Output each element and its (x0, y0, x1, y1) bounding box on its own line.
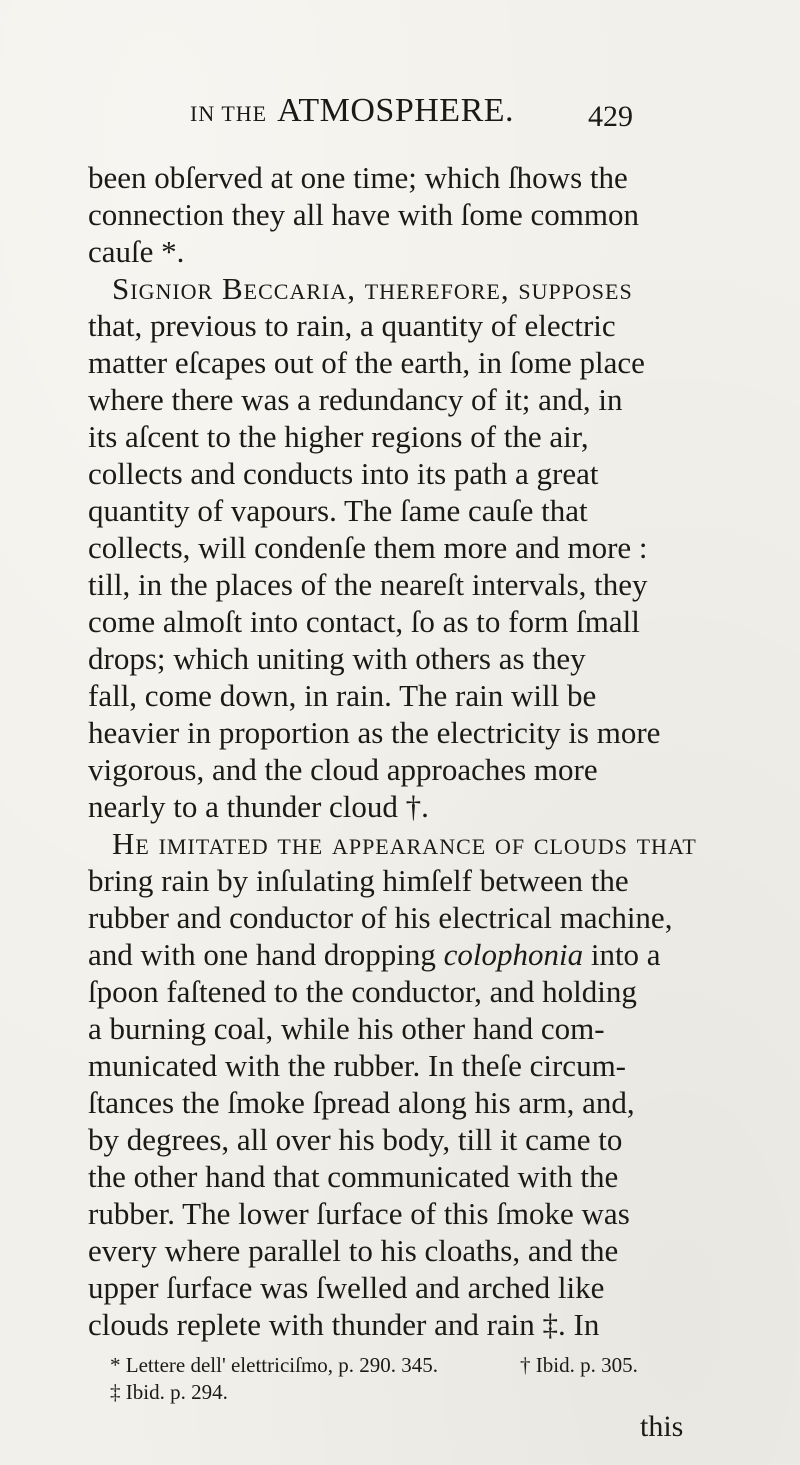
text-line: upper ſurface was ſwelled and arched like (88, 1270, 605, 1305)
text-line: He imitated the appearance of clouds that (112, 826, 697, 861)
text-line: ſpoon faſtened to the conductor, and holding (88, 974, 637, 1009)
text-line: cauſe *. (88, 234, 185, 269)
text-line: fall, come down, in rain. The rain will be (88, 678, 597, 713)
running-head (190, 92, 514, 130)
text-line: matter eſcapes out of the earth, in ſome place (88, 345, 645, 380)
text-line: vigorous, and the cloud approaches more (88, 752, 598, 787)
text-line: connection they all have with ſome common (88, 197, 639, 232)
page-header (0, 92, 800, 142)
text-line: rubber and conductor of his electrical machine, (88, 900, 673, 935)
text-line: collects, will condenſe them more and more : (88, 530, 648, 565)
italic-word: colophonia (443, 937, 584, 972)
text-line: that, previous to rain, a quantity of electric (88, 308, 616, 343)
text-line: rubber. The lower ſurface of this ſmoke was (88, 1196, 630, 1231)
text-line: clouds replete with thunder and rain ‡. In (88, 1307, 600, 1342)
page-number: 429 (588, 100, 633, 133)
text-line: by degrees, all over his body, till it came to (88, 1122, 623, 1157)
text-line: come almoſt into contact, ſo as to form ſmall (88, 604, 640, 639)
text-line: a burning coal, while his other hand com- (88, 1011, 605, 1046)
text-line: where there was a redundancy of it; and, in (88, 382, 623, 417)
running-head-title: ATMOSPHERE. (277, 92, 515, 129)
text-line: nearly to a thunder cloud †. (88, 789, 429, 824)
text-line: its aſcent to the higher regions of the air, (88, 419, 589, 454)
text-line: municated with the rubber. In theſe circum- (88, 1048, 627, 1083)
text-line: quantity of vapours. The ſame cauſe that (88, 493, 588, 528)
text-line: the other hand that communicated with the (88, 1159, 619, 1194)
text-line: collects and conducts into its path a great (88, 456, 599, 491)
text-line: heavier in proportion as the electricity is more (88, 715, 661, 750)
footnote-2: † Ibid. p. 305. (520, 1353, 638, 1377)
text-line: ſtances the ſmoke ſpread along his arm, and, (88, 1085, 635, 1120)
text-line: Signior Beccaria, therefore, ſuppoſes (112, 271, 633, 306)
text-line: bring rain by inſulating himſelf between the (88, 863, 629, 898)
catchword: this (640, 1410, 684, 1443)
running-head-prefix: IN THE (190, 101, 268, 126)
footnote-3: ‡ Ibid. p. 294. (110, 1380, 228, 1404)
text-line: been obſerved at one time; which ſhows the (88, 160, 628, 195)
footnote-1: * Lettere dell' elettriciſmo, p. 290. 345. (110, 1353, 439, 1377)
text-line: and with one hand dropping colophonia into a (88, 937, 661, 972)
text-line: drops; which uniting with others as they (88, 641, 586, 676)
text-line: till, in the places of the neareſt intervals, they (88, 567, 648, 602)
text-line: every where parallel to his cloaths, and the (88, 1233, 619, 1268)
